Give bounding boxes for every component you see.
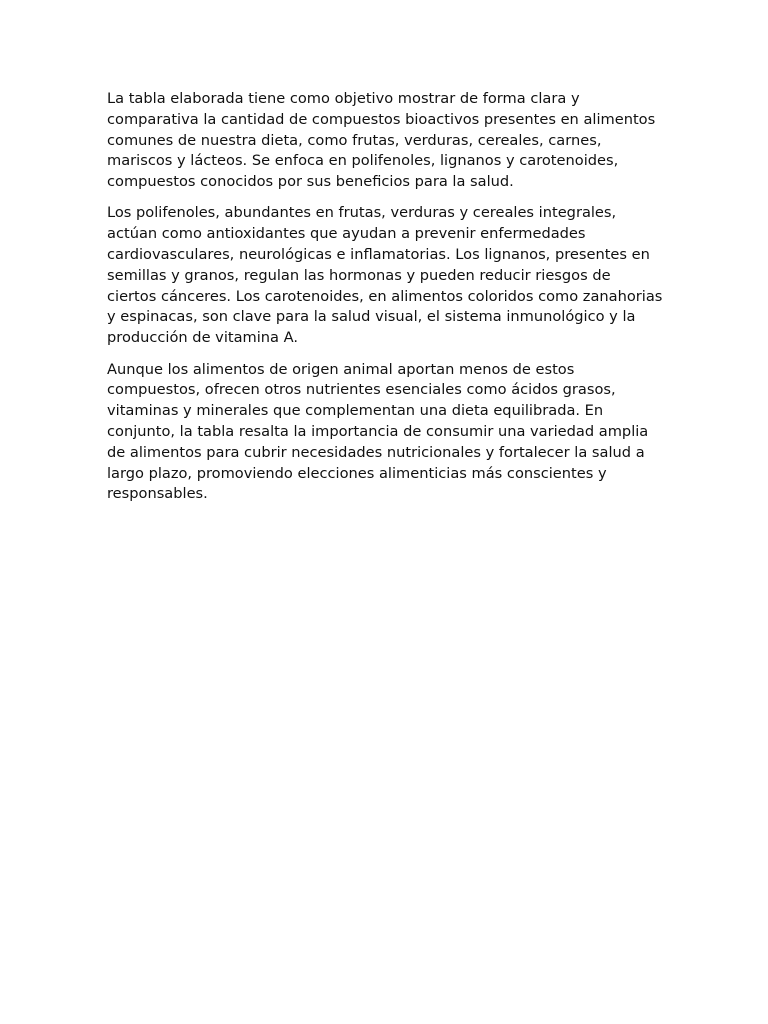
paragraph-1: La tabla elaborada tiene como objetivo mostrar de forma clara y comparativa la cantidad de compuestos bioactivos presentes en alimentos comunes de nuestra dieta, como frutas, verduras, cereales, carnes, mariscos y lácteos. Se enfoca en polifenoles, lignanos y carotenoides, compuestos conocidos por sus beneficios para la salud.: [107, 90, 656, 191]
paragraph-3: Aunque los alimentos de origen animal aportan menos de estos compuestos, ofrecen otros nutrientes esenciales como ácidos grasos, vitaminas y minerales que complementan una dieta equilibrada. En conjunto, la tabla resalta la importancia de consumir una variedad amplia de alimentos para cubrir necesidades nutricionales y fortalecer la salud a largo plazo, promoviendo elecciones alimenticias más conscientes y responsables.: [107, 360, 649, 503]
paragraph-2: Los polifenoles, abundantes en frutas, verduras y cereales integrales, actúan como antioxidantes que ayudan a prevenir enfermedades cardiovasculares, neurológicas e inflamatorias. Los lignanos, presentes en semillas y granos, regulan las hormonas y pueden reducir riesgos de ciertos cánceres. Los carotenoides, en alimentos coloridos como zanahorias y espinacas, son clave para la salud visual, el sistema inmunológico y la producción de vitamina A.: [107, 204, 663, 347]
document-body: [107, 89, 663, 516]
